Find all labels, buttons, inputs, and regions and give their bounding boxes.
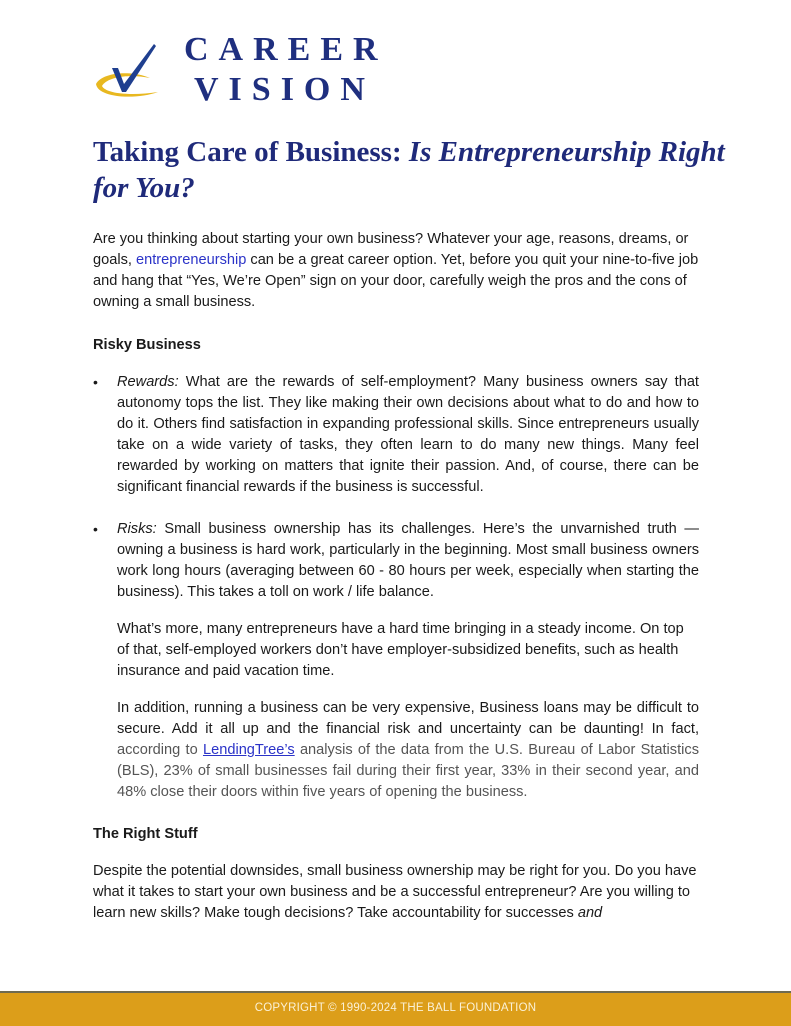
risks-paragraph-3 <box>117 698 699 803</box>
entrepreneurship-link[interactable]: entrepreneurship <box>136 252 247 268</box>
article-body <box>93 229 699 924</box>
intro-text-after: can be a great career option. Yet, before you quit your nine-to-five job and hang that “Yes, We’re Open” sign on your door, carefully weigh the pros and the cons of owning a small business. <box>93 252 699 310</box>
risks-paragraph-1 <box>117 519 699 603</box>
title-regular: Taking Care of Business: <box>93 136 409 168</box>
risks-text: Small business ownership has its challenges. Here’s the unvarnished truth — owning a business is hard work, particularly in the beginning. Most small business owners work long hours (averaging between 60 - 80 hours per week, especially when starting the business). This takes a toll on work / life balance. <box>117 521 699 600</box>
copyright-text: COPYRIGHT © 1990-2024 THE BALL FOUNDATION <box>254 1002 537 1014</box>
risks-p3-text-b: according to <box>117 742 203 758</box>
logo-line-vision: VISION <box>194 71 375 108</box>
title-italic: Is Entrepreneurship Right for You? <box>93 136 725 204</box>
risks-paragraph-2: What’s more, many entrepreneurs have a hard time bringing in a steady income. On top of that, self-employed workers don’t have employer-subsidized benefits, such as health insurance and paid vacation time. <box>117 621 684 679</box>
lendingtree-link[interactable]: LendingTree’s <box>202 742 295 758</box>
bullet-icon: • <box>93 521 98 537</box>
list-item-risks <box>93 519 699 803</box>
logo-wordmark <box>184 30 388 110</box>
risks-p3-text-c: analysis of the data from the U.S. Bureau of Labor Statistics (BLS), 23% of small businesses fail during their first year, 33% in their second year, and 48% close their doors within five years of opening the business. <box>117 742 699 800</box>
rewards-label: Rewards: <box>117 374 179 390</box>
checkmark-swoosh-icon <box>92 38 164 100</box>
page-title <box>93 134 733 206</box>
section-heading-right-stuff: The Right Stuff <box>93 826 198 842</box>
right-stuff-paragraph <box>93 861 699 924</box>
right-stuff-italic: and <box>577 905 603 921</box>
risks-p3-text-a: In addition, running a business can be very expensive, Business loans may be difficult to secure. Add it all up and the financial risk and uncertainty can be daunting! In fact, <box>117 700 699 737</box>
section-heading-risky-business: Risky Business <box>93 337 201 353</box>
copyright-footer <box>0 991 791 1026</box>
intro-text-before: Are you thinking about starting your own business? Whatever your age, reasons, dreams, or goals, <box>93 231 689 268</box>
right-stuff-text: Despite the potential downsides, small business ownership may be right for you. Do you have what it takes to start your own business and be a successful entrepreneur? Are you willing to learn new skills? Make tough decisions? Take accountability for successes <box>93 863 697 921</box>
risk-reward-list <box>93 372 699 803</box>
logo-line-career: CAREER <box>184 31 388 68</box>
bullet-icon: • <box>93 374 98 390</box>
risks-label: Risks: <box>117 521 157 537</box>
list-item-rewards <box>93 372 699 498</box>
intro-paragraph <box>93 229 699 313</box>
career-vision-logo <box>92 30 392 110</box>
rewards-text: What are the rewards of self-employment? Many business owners say that autonomy tops the list. They like making their own decisions about what to do and how to do it. Others find satisfaction in expanding professional skills. Since entrepreneurs usually take on a wide variety of tasks, they often learn to do many new things. Many feel rewarded by working on matters that ignite their passion. And, of course, there can be significant financial rewards if the business is successful. <box>117 374 699 495</box>
section-right-stuff <box>93 824 699 924</box>
